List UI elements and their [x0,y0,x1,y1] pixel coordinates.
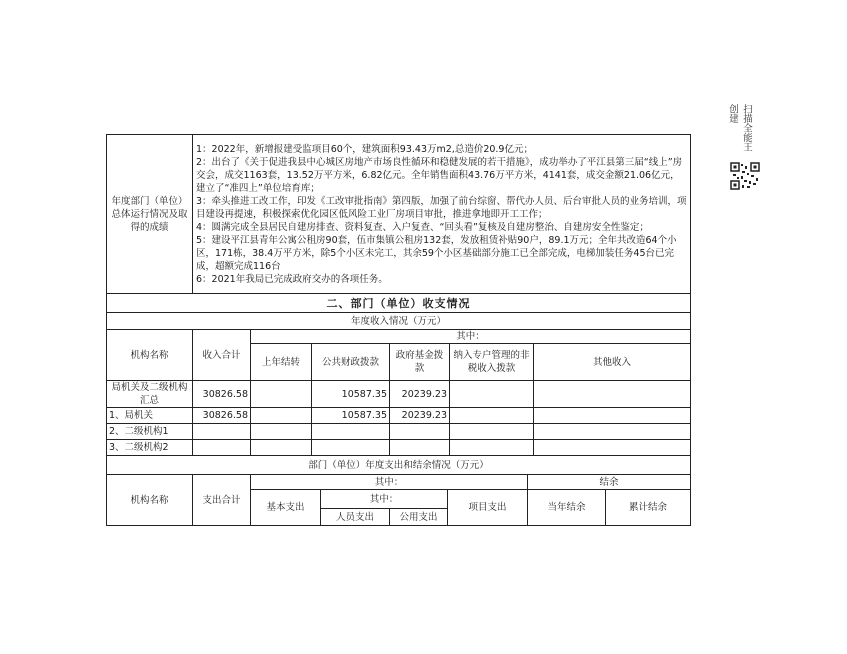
income-row-nontax [450,408,534,424]
income-row-other [534,381,691,408]
performance-line-6: 6：2021年我局已完成政府交办的各项任务。 [196,273,388,285]
income-row-carryover [251,440,312,456]
expense-header-of-which-2: 其中： [321,490,448,509]
performance-line-4: 4：圆满完成全县居民自建房排查、资料复查、入户复查、“回头看”复核及自建房整治、自建房安全性鉴定； [196,221,649,233]
performance-line-5: 5：建设平江县青年公寓公租房90套，伍市集镇公租房132套，发放租赁补贴90户，89.1万元；全年共改造64个小区，171栋，38.4万平方米，除5个小区未完工，其余59个小区基础部分施工已全部完成，电梯加装任务45台已完成，超额完成116台 [196,234,677,272]
income-row-carryover [251,381,312,408]
income-row-other [534,408,691,424]
income-header-org: 机构名称 [107,330,193,381]
income-row-other [534,424,691,440]
income-row-total [193,424,251,440]
expense-title: 部门（单位）年度支出和结余情况（万元） [107,456,691,475]
expense-header-cumulative: 累计结余 [606,490,691,526]
income-header-carryover: 上年结转 [251,344,312,381]
expense-header-project: 项目支出 [448,490,528,526]
expense-table [106,455,691,526]
income-row [107,381,691,408]
income-row-total: 30826.58 [193,381,251,408]
income-row-other [534,440,691,456]
income-row-fiscal [312,440,390,456]
income-row-nontax [450,440,534,456]
performance-label: 年度部门（单位）总体运行情况及取得的成绩 [107,135,193,294]
income-row-fiscal: 10587.35 [312,408,390,424]
income-row-name: 局机关及二级机构汇总 [107,381,193,408]
expense-header-basic: 基本支出 [251,490,321,526]
expense-header-current: 当年结余 [528,490,606,526]
section2-title: 二、部门（单位）收支情况 [107,294,691,313]
expense-header-org: 机构名称 [107,475,193,526]
performance-line-1: 1：2022年，新增报建受监项目60个，建筑面积93.43万m2,总造价20.9亿元； [196,143,533,155]
expense-header-total: 支出合计 [193,475,251,526]
income-header-other: 其他收入 [534,344,691,381]
income-row-total [193,440,251,456]
expense-header-of-which: 其中： [251,475,528,490]
expense-header-public: 公用支出 [390,509,448,526]
income-row-fund: 20239.23 [390,381,450,408]
income-table [106,312,691,456]
income-row-fiscal: 10587.35 [312,381,390,408]
income-row-name: 3、二级机构2 [107,440,193,456]
income-header-total: 收入合计 [193,330,251,381]
income-row [107,408,691,424]
income-header-of-which: 其中： [251,330,691,344]
income-row-fund [390,440,450,456]
performance-line-2: 2：出台了《关于促进我县中心城区房地产市场良性循环和稳健发展的若干措施》，成功举办了平江县第三届“线上”房交会，成交1163套，13.52万平方米，6.82亿元。全年销售面积43.76万平方米，4141套，成交金额21.06亿元，建立了“准四上”单位培育库； [196,156,683,194]
income-row-fund [390,424,450,440]
income-row [107,424,691,440]
qr-code-icon [730,162,760,190]
income-row-name: 2、二级机构1 [107,424,193,440]
income-row-fiscal [312,424,390,440]
income-row [107,440,691,456]
income-row-total: 30826.58 [193,408,251,424]
income-row-fund: 20239.23 [390,408,450,424]
expense-header-personnel: 人员支出 [321,509,390,526]
expense-header-balance: 结余 [528,475,691,490]
performance-narrative [193,135,691,294]
income-row-carryover [251,424,312,440]
income-header-nontax: 纳入专户管理的非税收入拨款 [450,344,534,381]
scanner-vertical-text: 扫描全能王 创建 [727,104,752,152]
income-header-fiscal: 公共财政拨款 [312,344,390,381]
income-row-carryover [251,408,312,424]
scanner-watermark [727,104,765,184]
performance-table [106,134,691,313]
income-header-fund: 政府基金拨款 [390,344,450,381]
income-title: 年度收入情况（万元） [107,313,691,330]
income-row-nontax [450,381,534,408]
income-row-nontax [450,424,534,440]
performance-line-3: 3：牵头推进工改工作，印发《工改审批指南》第四版，加强了前台综窗、帮代办人员、后台审批人员的业务培训，项目建设再提速，积极探索优化园区低风险工业厂房项目审批，推进拿地即开工工作； [196,195,687,220]
report-sheet [106,134,690,526]
income-row-name: 1、局机关 [107,408,193,424]
